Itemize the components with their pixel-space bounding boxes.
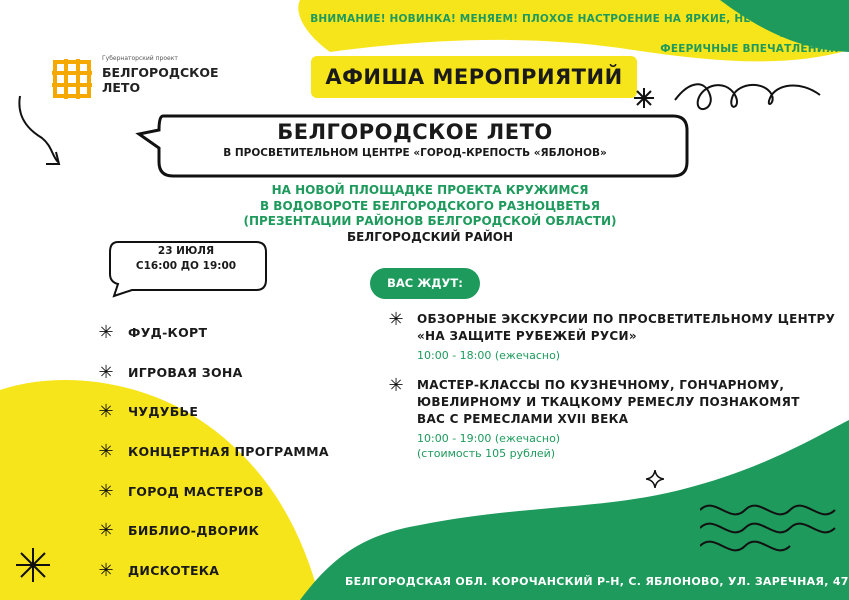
afisha-title: АФИША МЕРОПРИЯТИЙ (311, 56, 637, 98)
event-subtitle: В ПРОСВЕТИТЕЛЬНОМ ЦЕНТРЕ «ГОРОД-КРЕПОСТЬ «ЯБЛОНОВ» (223, 147, 607, 159)
sparkle-icon: ✳ (388, 309, 404, 330)
intro-text (210, 183, 650, 245)
sparkle-icon: ✳ (98, 322, 114, 344)
list-item-label: ДИСКОТЕКА (128, 562, 220, 578)
sparkle-icon: ✳ (388, 375, 404, 396)
program-item (385, 311, 840, 363)
activities-list (95, 313, 329, 590)
intro-line-4: БЕЛГОРОДСКИЙ РАЙОН (346, 229, 514, 244)
logo-name (102, 65, 219, 95)
sparkle-icon: ✳ (98, 520, 114, 542)
list-item-label: ГОРОД МАСТЕРОВ (128, 483, 264, 499)
alert-banner (299, 12, 839, 57)
list-item (95, 353, 329, 393)
program-item (385, 377, 840, 461)
list-item (95, 392, 329, 432)
event-heading (150, 118, 680, 160)
intro-line-1: НА НОВОЙ ПЛОЩАДКЕ ПРОЕКТА КРУЖИМСЯ (271, 183, 589, 197)
logo-name-line-2: ЛЕТО (102, 80, 141, 95)
list-item (95, 471, 329, 511)
program-title-line: ОБЗОРНЫЕ ЭКСКУРСИИ ПО ПРОСВЕТИТЕЛЬНОМУ ЦЕНТРУ (417, 312, 836, 326)
alert-line-2: ФЕЕРИЧНЫЕ ВПЕЧАТЛЕНИЯ! (660, 43, 839, 55)
list-item (95, 432, 329, 472)
list-item-label: ЧУДУБЬЕ (128, 404, 199, 420)
footer-address: БЕЛГОРОДСКАЯ ОБЛ. КОРОЧАНСКИЙ Р-Н, С. ЯБЛОНОВО, УЛ. ЗАРЕЧНАЯ, 47 (345, 575, 849, 588)
sparkle-icon (634, 88, 654, 108)
program-time: 10:00 - 19:00 (ежечасно) (417, 432, 561, 445)
wave-lines-icon (700, 490, 840, 560)
event-day: 23 ИЮЛЯ (157, 245, 215, 257)
wait-badge: ВАС ЖДУТ: (370, 268, 480, 299)
program-time: 10:00 - 18:00 (ежечасно) (417, 349, 561, 362)
program-list (385, 311, 840, 461)
list-item-label: КОНЦЕРТНАЯ ПРОГРАММА (128, 444, 329, 460)
squiggle-icon (670, 70, 840, 140)
list-item-label: ИГРОВАЯ ЗОНА (128, 364, 243, 380)
swirl-arrow-icon (12, 92, 72, 172)
program-title-line: «НА ЗАЩИТЕ РУБЕЖЕЙ РУСИ» (417, 329, 637, 343)
sparkle-icon: ✳ (98, 361, 114, 383)
sparkle-icon: ✳ (98, 559, 114, 581)
program-title-line: ВАС С РЕМЕСЛАМИ XVII ВЕКА (417, 412, 629, 426)
list-item-label: ФУД-КОРТ (128, 325, 208, 341)
logo-name-line-1: БЕЛГОРОДСКОЕ (102, 65, 219, 80)
intro-line-2: В ВОДОВОРОТЕ БЕЛГОРОДСКОГО РАЗНОЦВЕТЬЯ (259, 198, 601, 213)
intro-line-3: (ПРЕЗЕНТАЦИИ РАЙОНОВ БЕЛГОРОДСКОЙ ОБЛАСТИ) (243, 214, 617, 228)
sparkle-icon (646, 470, 664, 488)
sparkle-icon: ✳ (98, 441, 114, 463)
event-title: БЕЛГОРОДСКОЕ ЛЕТО (277, 120, 553, 144)
alert-line-1: ВНИМАНИЕ! НОВИНКА! МЕНЯЕМ! ПЛОХОЕ НАСТРОЕНИЕ НА ЯРКИЕ, НЕЗАБЫВАЕМЫЕ ЭМОЦИИ, (310, 13, 839, 40)
list-item (95, 313, 329, 353)
program-price: (стоимость 105 рублей) (417, 447, 556, 460)
event-time: С16:00 ДО 19:00 (135, 260, 237, 272)
sparkle-icon: ✳ (98, 480, 114, 502)
list-item (95, 511, 329, 551)
list-item-label: БИБЛИО-ДВОРИК (128, 523, 260, 539)
logo-caption: Губернаторский проект (102, 55, 178, 62)
program-title-line: ЮВЕЛИРНОМУ И ТКАЦКОМУ РЕМЕСЛУ ПОЗНАКОМЯТ (417, 395, 800, 409)
sparkle-icon: ✳ (98, 401, 114, 423)
program-title-line: МАСТЕР-КЛАССЫ ПО КУЗНЕЧНОМУ, ГОНЧАРНОМУ, (417, 378, 785, 392)
list-item (95, 551, 329, 591)
event-date (112, 244, 260, 274)
sparkle-icon (16, 548, 50, 582)
